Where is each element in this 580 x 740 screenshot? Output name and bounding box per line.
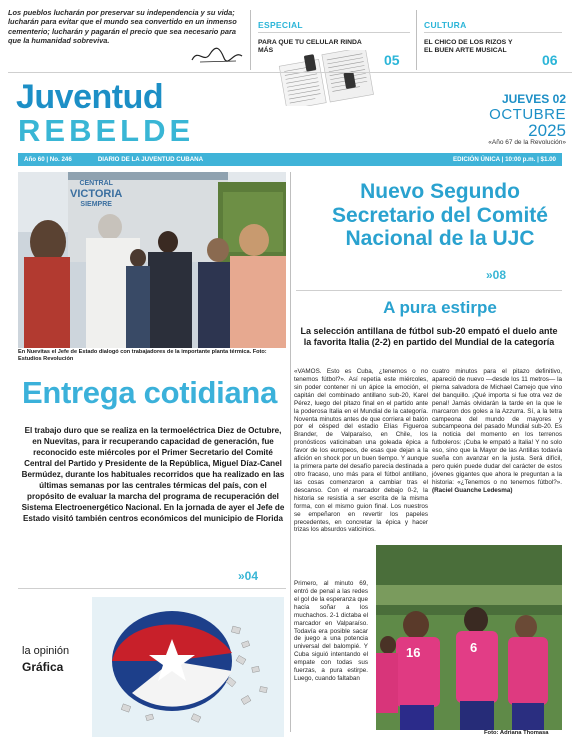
promo-especial-page: 05 bbox=[384, 52, 400, 68]
promo-cultura[interactable] bbox=[424, 20, 520, 56]
sports-deck: La selección antillana de fútbol sub-20 empató el duelo ante la favorita Italia (2-2) en partido del Mundial de la categoría bbox=[300, 326, 558, 348]
story-two-body: El trabajo duro que se realiza en la termoeléctrica Diez de Octubre, en Nuevitas, para ir recuperando capacidad de generación, fue reconocido este miércoles por el Primer Secretario del Comité Central del Partido y Presidente de la República, Miguel Díaz-Canel Bermúdez, durante los habituales recorridos que ha realizado en las últimas semanas por las centrales térmicas del país, con el propósito de evaluar la marcha del programa de recuperación del Sistema Electroenergético Nacional. En la jornada de ayer el Jefe de Estado visitó también centros económicos del municipio de Florida bbox=[21, 426, 285, 523]
issue-month: OCTUBRE bbox=[489, 106, 566, 123]
promo-especial-label: ESPECIAL bbox=[258, 20, 303, 30]
plant-sign bbox=[70, 180, 122, 209]
band-edition: EDICIÓN ÚNICA | 10:00 p.m. | $1.00 bbox=[453, 156, 556, 163]
logo-juventud: Juventud bbox=[16, 78, 164, 116]
plant-sign-line-1: CENTRAL bbox=[79, 180, 113, 187]
jersey-number-2: 6 bbox=[470, 640, 478, 655]
year-note: «Año 67 de la Revolución» bbox=[488, 139, 566, 146]
issue-year: 2025 bbox=[528, 121, 566, 140]
signature-graphic bbox=[190, 44, 245, 66]
sports-column-1: «VAMOS. Esto es Cuba, ¿tenemos o no tenemos fútbol?». Así repetía este miércoles, sin poder contener ni un ápice la emoción, el capitán del combinado antillano sub-20, Karel Pérez, luego del pitazo final en el partido ante la poderosa Italia en el Mundial de la categoría. Noventa minutos antes de que corriera el balón por el césped del estadio Elías Figueroa Brander, de Valparaíso, en Chile, los pronósticos vaticinaban una goleada épica a favor de los europeos, de esas que dejan a la afición en shock por un buen tiempo. Y aunque la primera parte del desafío parecía destinada a otro fracaso, uno más para el fútbol antillano, las cosas comenzaron a cambiar tras el descanso. Con el marcador debajo 0-2, la historia se resistía a ser escrita de la misma forma, con el mismo guion final. Los nuestros se empeñaron en revertir los papeles precedentes, en concretar la épica y hacer trizas los absurdos vaticinios. bbox=[294, 368, 428, 534]
sports-headline[interactable]: A pura estirpe bbox=[383, 298, 497, 317]
band-tagline: DIARIO DE LA JUVENTUD CUBANA bbox=[97, 156, 204, 163]
jersey-number-1: 16 bbox=[406, 645, 421, 660]
opinion-graphic bbox=[92, 597, 284, 737]
soccer-photo bbox=[376, 545, 562, 730]
story-two-headline[interactable]: Entrega cotidiana bbox=[22, 375, 278, 410]
top-strip-rule bbox=[8, 72, 572, 73]
issue-day: JUEVES 02 bbox=[501, 92, 566, 106]
sports-byline: (Raciel Guanche Ledesma) bbox=[432, 486, 513, 494]
promo-cultura-label: CULTURA bbox=[424, 20, 467, 30]
lead-page-ref[interactable]: »08 bbox=[486, 268, 507, 282]
logo-rebelde: REBELDE bbox=[18, 113, 195, 148]
masthead-quote: Los pueblos lucharán por preservar su independencia y su vida; lucharán para evitar que el mundo sea convertido en un inmenso cementerio; lucharán y pagarán el precio que sea necesario para que la humanidad sobreviva. bbox=[8, 8, 237, 45]
promo-especial-thumbnail bbox=[278, 50, 378, 106]
promo-especial-title: PARA QUE TU CELULAR RINDA MÁS bbox=[258, 39, 362, 55]
promo-especial-rule bbox=[258, 32, 410, 33]
promo-cultura-page: 06 bbox=[542, 52, 558, 68]
plant-sign-line-3: SIEMPRE bbox=[80, 200, 112, 208]
band-issue: Año 60 | No. 246 bbox=[24, 156, 72, 163]
story-two-rule bbox=[18, 588, 286, 589]
plant-sign-line-2: VICTORIA bbox=[70, 188, 123, 201]
column-divider bbox=[290, 172, 291, 732]
promo-cultura-rule bbox=[424, 32, 562, 33]
top-divider bbox=[250, 10, 251, 70]
sports-column-2 bbox=[432, 368, 562, 495]
masthead-band bbox=[18, 153, 562, 166]
main-photo bbox=[18, 172, 286, 348]
lead-headline[interactable]: Nuevo Segundo Secretario del Comité Nacional de la UJC bbox=[332, 180, 548, 251]
sports-column-bottom: Primero, al minuto 69, entró de penal a las redes el gol de la esperanza que hacía soñar a los muchachos. 2-1 dictaba el marcador en Valparaíso. Todavía era posible sacar de juego a una potencia universal del balompié. Y Cuba siguió intentando el empate con todas sus fuerzas, a pura estirpe. Luego, cuando faltaban bbox=[294, 580, 368, 683]
sports-column-2-text: cuatro minutos para el pitazo definitivo, apareció de nuevo —desde los 11 metros— la pierna salvadora de Michael Camejo que vino del banquillo. ¡Qué importa si fue otra vez de penal! Jamás olvidarán la tarde en la que le marcaron dos goles a la Azzurra. Sí, a la tetra campeona del mundo de mayores y subcampeona del pasado Mundial sub-20. Es la noticia del momento en los terrenos futboleros: ¡Cuba le empató a Italia! Y no solo eso, sino que la Mayor de las Antillas todavía sueña con avanzar en la justa. Será difícil, pero quién puede dudar del carácter de estos jóvenes gigantes que ahora le preguntan a la historia: «¿Tenemos o no tenemos fútbol?». bbox=[432, 368, 562, 486]
main-photo-caption: En Nuevitas el Jefe de Estado dialogó con trabajadores de la importante planta térmica. Foto: Estudios Revolución bbox=[18, 349, 267, 363]
lead-rule bbox=[296, 290, 562, 291]
soccer-photo-caption: Foto: Adriana Thomasa bbox=[484, 730, 549, 736]
opinion-label: la opinión bbox=[22, 645, 70, 657]
story-two-page-ref[interactable]: »04 bbox=[238, 569, 259, 583]
top-divider-2 bbox=[416, 10, 417, 70]
promo-cultura-title: EL CHICO DE LOS RIZOS Y EL BUEN ARTE MUSICAL bbox=[424, 39, 513, 55]
opinion-title: Gráfica bbox=[22, 660, 64, 674]
